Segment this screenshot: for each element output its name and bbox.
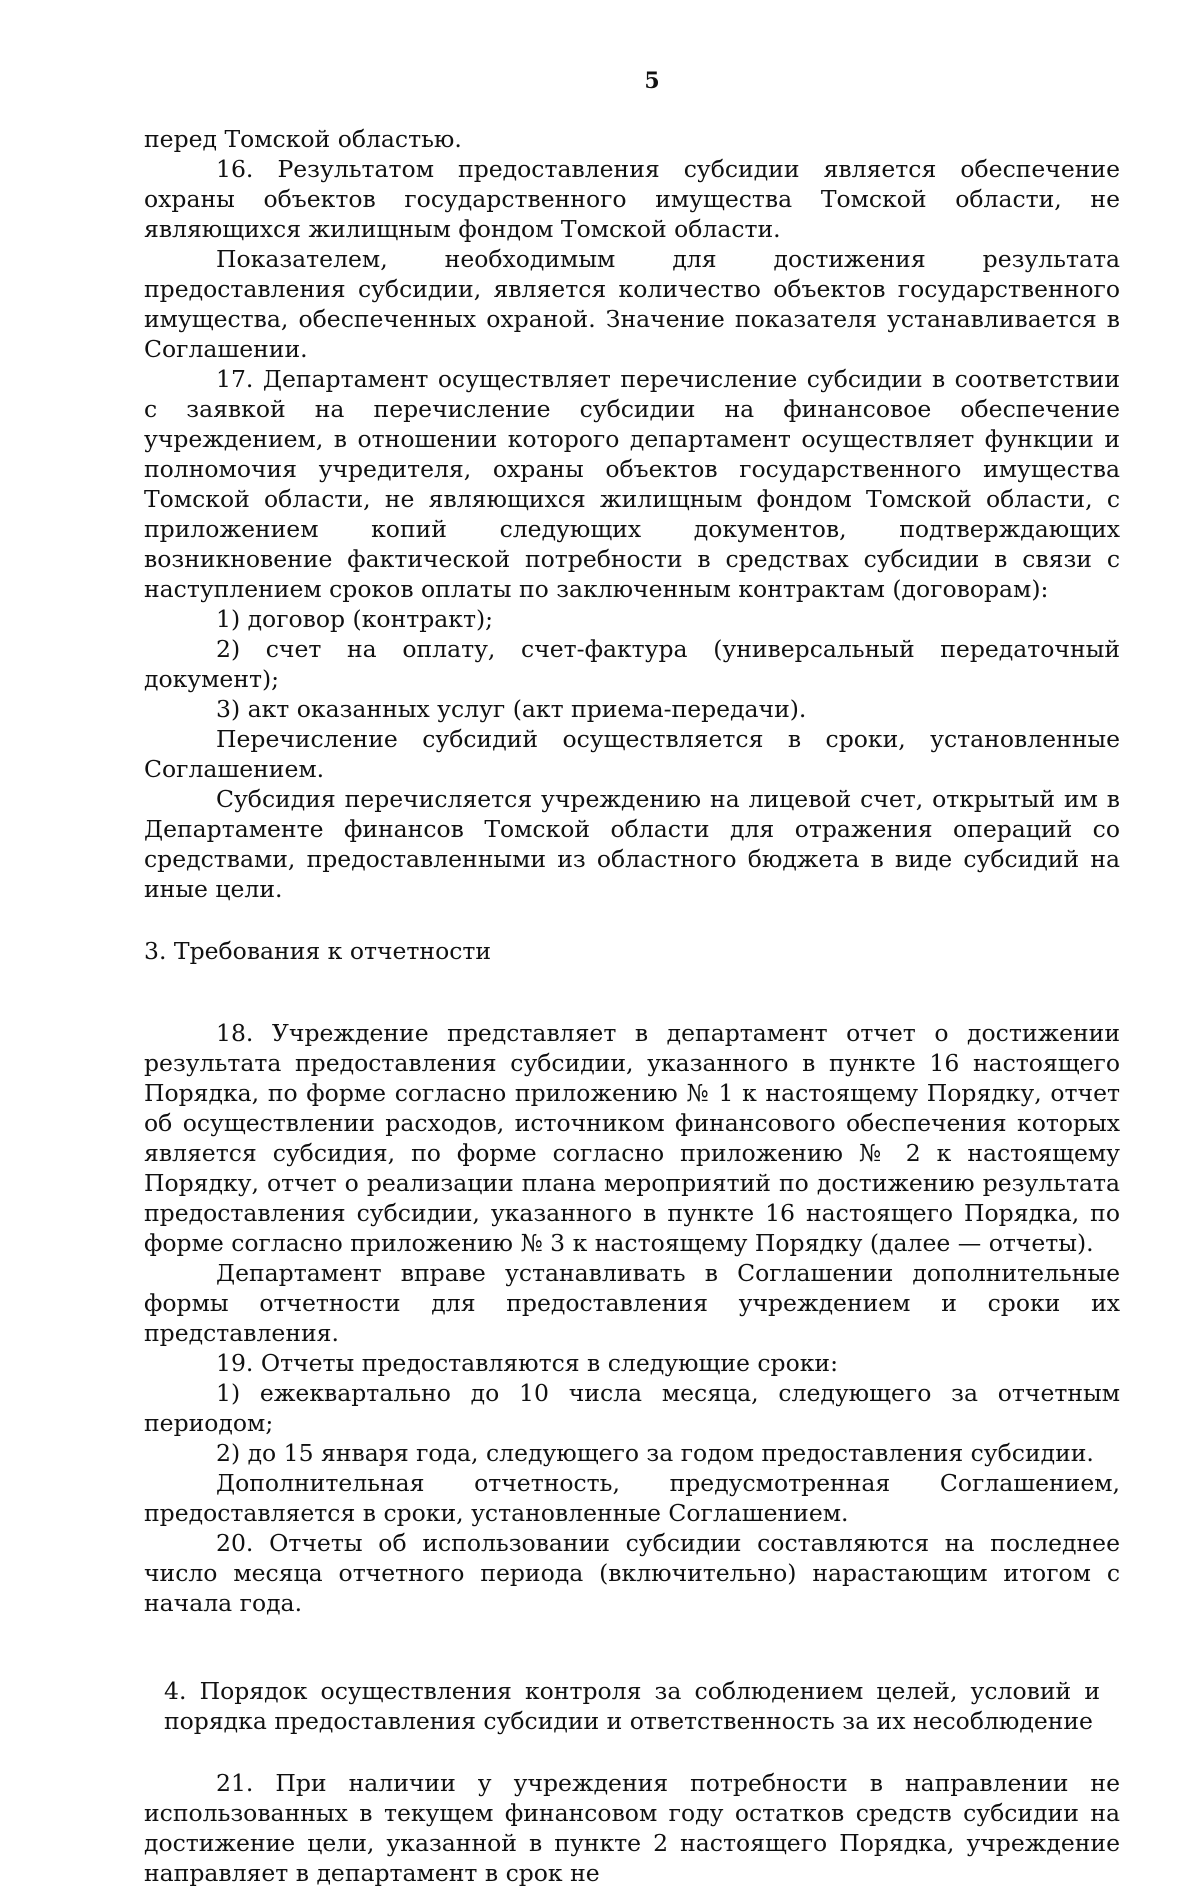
paragraph-continuation: перед Томской областью. [144,125,462,153]
list-item-17-3: 3) акт оказанных услуг (акт приема-передачи). [216,695,807,723]
list-item-17-2: 2) счет на оплату, счет-фактура (универсальный передаточный документ); [144,635,1120,693]
paragraph-18-additional: Департамент вправе устанавливать в Соглашении дополнительные формы отчетности для предоставления учреждением и сроки их представления. [144,1259,1120,1347]
paragraph-17-terms: Перечисление субсидий осуществляется в сроки, установленные Соглашением. [144,725,1120,783]
document-body [144,124,1120,1888]
paragraph-16-indicator: Показателем, необходимым для достижения результата предоставления субсидии, является количество объектов государственного имущества, обеспеченных охраной. Значение показателя устанавливается в Соглашении. [144,245,1120,363]
paragraph-20: 20. Отчеты об использовании субсидии составляются на последнее число месяца отчетного периода (включительно) нарастающим итогом с начала года. [144,1529,1120,1617]
paragraph-18: 18. Учреждение представляет в департамент отчет о достижении результата предоставления субсидии, указанного в пункте 16 настоящего Порядка, по форме согласно приложению № 1 к настоящему Порядку, отчет об осуществлении расходов, источником финансового обеспечения которых является субсидия, по форме согласно приложению № 2 к настоящему Порядку, отчет о реализации плана мероприятий по достижению результата предоставления субсидии, указанного в пункте 16 настоящего Порядка, по форме согласно приложению № 3 к настоящему Порядку (далее — отчеты). [144,1019,1120,1257]
list-item-19-2: 2) до 15 января года, следующего за годом предоставления субсидии. [216,1439,1094,1467]
paragraph-16: 16. Результатом предоставления субсидии является обеспечение охраны объектов государственного имущества Томской области, не являющихся жилищным фондом Томской области. [144,155,1120,243]
paragraph-19: 19. Отчеты предоставляются в следующие сроки: [216,1349,838,1377]
list-item-17-1: 1) договор (контракт); [216,605,494,633]
list-item-19-1: 1) ежеквартально до 10 числа месяца, следующего за отчетным периодом; [144,1379,1120,1437]
section-4-heading: 4. Порядок осуществления контроля за соблюдением целей, условий и порядка предоставления субсидии и ответственность за их несоблюдение [164,1677,1100,1735]
page-number: 5 [644,68,660,94]
section-3-heading: 3. Требования к отчетности [144,937,492,965]
paragraph-19-additional: Дополнительная отчетность, предусмотренная Соглашением, предоставляется в сроки, установленные Соглашением. [144,1469,1120,1527]
paragraph-17: 17. Департамент осуществляет перечисление субсидии в соответствии с заявкой на перечисление субсидии на финансовое обеспечение учреждением, в отношении которого департамент осуществляет функции и полномочия учредителя, охраны объектов государственного имущества Томской области, не являющихся жилищным фондом Томской области, с приложением копий следующих документов, подтверждающих возникновение фактической потребности в средствах субсидии в связи с наступлением сроков оплаты по заключенным контрактам (договорам): [144,365,1120,603]
paragraph-21: 21. При наличии у учреждения потребности в направлении не использованных в текущем финансовом году остатков средств субсидии на достижение цели, указанной в пункте 2 настоящего Порядка, учреждение направляет в департамент в срок не [144,1769,1120,1887]
paragraph-17-account: Субсидия перечисляется учреждению на лицевой счет, открытый им в Департаменте финансов Томской области для отражения операций со средствами, предоставленными из областного бюджета в виде субсидий на иные цели. [144,785,1120,903]
